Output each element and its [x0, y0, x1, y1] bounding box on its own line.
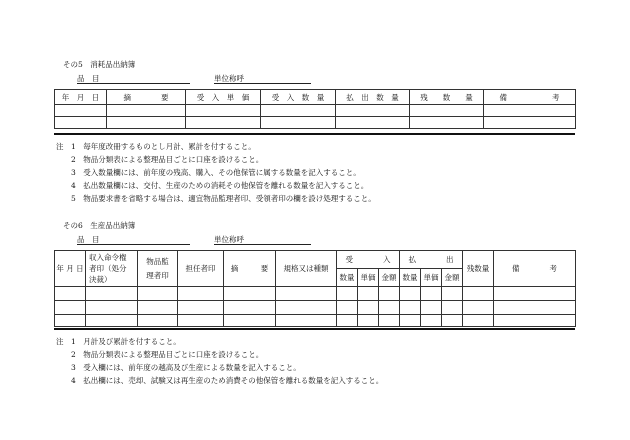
table-row	[55, 105, 576, 117]
section6-note-3: 3 受入欄には、前年度の越高及び生産による数量を記入すること。	[56, 363, 301, 372]
table-bottom-rule	[54, 328, 575, 330]
header-order-seal-line-3: 決裁）	[89, 275, 112, 284]
table-row	[55, 287, 576, 301]
header-payout-qty: 数量	[400, 269, 421, 287]
table-bottom-rule	[54, 133, 575, 135]
products-ledger-table	[54, 250, 576, 327]
header-payout-qty: 払 出 数 量	[336, 90, 410, 105]
section5-item-line	[77, 83, 190, 84]
section5-note-3: 3 受入数量欄には、前年度の残高、購入、その他保管に属する数量を記入すること。	[56, 168, 361, 177]
consumables-ledger-table	[54, 89, 576, 129]
header-spec: 規格又は種類	[276, 251, 337, 287]
header-payout-amount: 金額	[442, 269, 463, 287]
header-summary: 摘 要	[107, 90, 186, 105]
header-receipt-qty: 数量	[337, 269, 358, 287]
section5-unit-line	[214, 83, 311, 84]
header-date: 年 月 日	[55, 251, 86, 287]
table-row	[55, 301, 576, 315]
section6-item-label: 品 目	[77, 235, 100, 244]
section5-title: その5 消耗品出納簿	[63, 60, 136, 69]
section6-note-4: 4 払出欄には、売却、試験又は再生産のため消費その他保管を離れる数量を記入すること。	[56, 376, 384, 385]
header-supervisor-line-2: 理者印	[146, 270, 169, 280]
section5-note-1: 注 1 毎年度改冊するものとし月計、累計を付すること。	[56, 142, 256, 151]
header-payout: 払 出	[400, 251, 463, 269]
table-row	[55, 117, 576, 129]
section5-unit-label: 単位称呼	[214, 74, 244, 83]
header-supervisor-seal	[138, 251, 178, 287]
header-remarks: 備 考	[494, 251, 576, 287]
header-receipt-amount: 金額	[379, 269, 400, 287]
header-supervisor-line-1: 物品監	[146, 256, 169, 266]
header-order-seal-line-1: 収入命令権	[89, 253, 127, 262]
header-summary: 摘 要	[224, 251, 276, 287]
header-balance: 残数量	[463, 251, 494, 287]
section6-unit-label: 単位称呼	[214, 235, 244, 244]
header-order-seal-line-2: 者印（処分	[89, 264, 127, 273]
header-receipt-unit-price: 単価	[358, 269, 379, 287]
header-date: 年 月 日	[55, 90, 107, 105]
section5-item-label: 品 目	[77, 74, 100, 83]
header-receipt-unit-price: 受 入 単 価	[186, 90, 261, 105]
section6-unit-line	[214, 244, 311, 245]
header-order-seal	[86, 251, 138, 287]
table-row	[55, 315, 576, 327]
section6-note-2: 2 物品分類表による整理品目ごとに口座を設けること。	[56, 350, 264, 359]
section5-note-2: 2 物品分類表による整理品目ごとに口座を設けること。	[56, 155, 264, 164]
section6-item-line	[77, 244, 190, 245]
header-staff-seal: 担任者印	[178, 251, 224, 287]
header-balance-qty: 残 数 量	[410, 90, 484, 105]
products-header-row-1	[55, 251, 576, 269]
header-receipt-qty: 受 入 数 量	[261, 90, 336, 105]
header-remarks: 備 考	[484, 90, 576, 105]
section5-note-5: 5 物品要求書を省略する場合は、適宜物品監理者印、受領者印の欄を設け処理すること。	[56, 194, 376, 203]
header-receipt: 受 入	[337, 251, 400, 269]
section5-note-4: 4 払出数量欄には、交付、生産のための消耗その他保管を離れる数量を記入すること。	[56, 181, 369, 190]
section6-title: その6 生産品出納簿	[63, 221, 136, 230]
consumables-header-row	[55, 90, 576, 105]
section6-note-1: 注 1 月計及び累計を付すること。	[56, 337, 181, 346]
header-payout-unit-price: 単価	[421, 269, 442, 287]
